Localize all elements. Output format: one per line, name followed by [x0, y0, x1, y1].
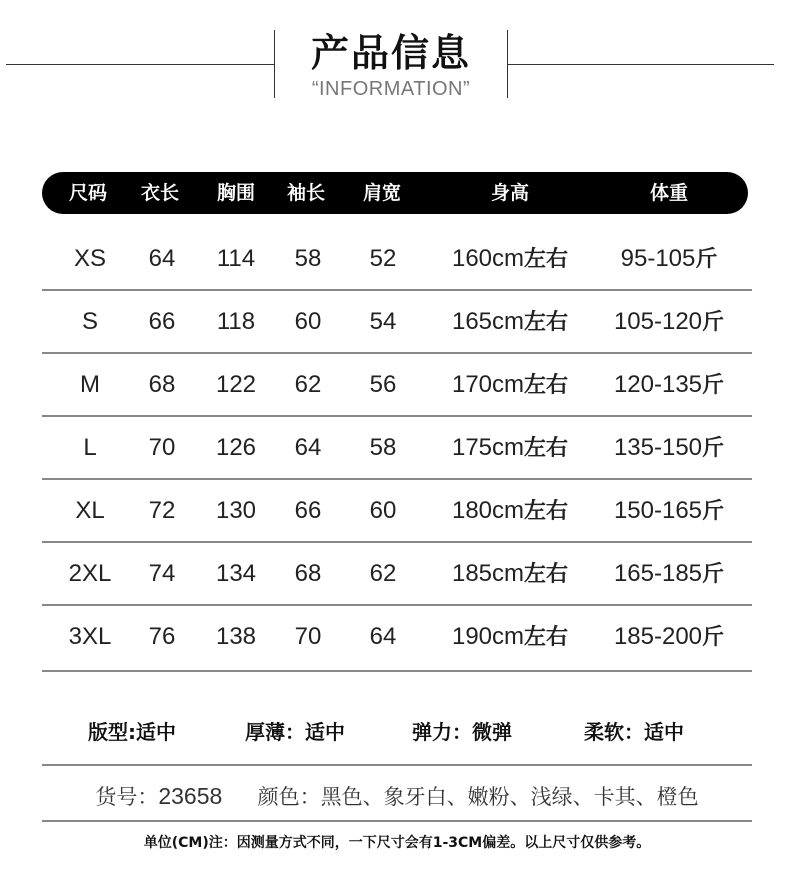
cell-sleeve: 62 — [294, 371, 322, 398]
cell-size: XS — [73, 245, 107, 272]
cell-weight-unit: 斤 — [702, 562, 725, 587]
row-divider — [42, 670, 752, 672]
cell-height — [452, 542, 568, 605]
cell-weight — [621, 227, 718, 290]
cell-shoulder: 62 — [369, 560, 397, 587]
cell-sleeve: 60 — [294, 308, 322, 335]
cell-size: 2XL — [68, 560, 112, 587]
cell-height-suffix: 左右 — [524, 247, 569, 272]
cell-size: S — [81, 308, 99, 335]
table-row — [42, 416, 752, 479]
cell-weight-value: 105-120 — [613, 308, 703, 335]
property-fit: 版型:适中 — [88, 720, 176, 744]
cell-weight-value: 95-105 — [620, 245, 696, 272]
cell-sleeve: 64 — [294, 434, 322, 461]
cell-weight-value: 135-150 — [613, 434, 703, 461]
cell-weight-unit: 斤 — [702, 436, 725, 461]
column-header-length: 衣长 — [140, 182, 180, 204]
column-header-shoulder: 肩宽 — [362, 182, 402, 204]
cell-length: 76 — [148, 623, 176, 650]
cell-height-suffix: 左右 — [524, 562, 569, 587]
cell-chest: 118 — [216, 308, 256, 335]
table-row — [42, 605, 752, 668]
section-divider — [42, 764, 752, 766]
property-softness: 柔软：适中 — [584, 720, 684, 744]
colors-label: 颜色： — [257, 785, 321, 809]
cell-sleeve: 70 — [294, 623, 322, 650]
cell-chest: 134 — [215, 560, 257, 587]
table-row — [42, 542, 752, 605]
cell-height — [452, 416, 568, 479]
cell-shoulder: 60 — [369, 497, 397, 524]
cell-height-suffix: 左右 — [524, 436, 569, 461]
cell-height-suffix: 左右 — [524, 499, 569, 524]
cell-weight-unit: 斤 — [702, 373, 725, 398]
cell-weight-value: 150-165 — [613, 497, 703, 524]
cell-shoulder: 54 — [369, 308, 397, 335]
property-thickness: 厚薄：适中 — [245, 720, 345, 744]
sku-color-line — [42, 776, 752, 816]
measurement-note: 单位(CM)注：因测量方式不同，一下尺寸会有1-3CM偏差。以上尺寸仅供参考。 — [143, 835, 651, 851]
cell-length: 74 — [148, 560, 176, 587]
sku-label: 货号： — [95, 785, 159, 809]
cell-size: XL — [75, 497, 105, 524]
cell-height-suffix: 左右 — [524, 310, 569, 335]
cell-weight-unit: 斤 — [702, 499, 725, 524]
cell-shoulder: 56 — [369, 371, 397, 398]
cell-height-value: 175cm — [451, 434, 525, 461]
cell-height — [452, 290, 568, 353]
cell-height — [452, 605, 568, 668]
cell-sleeve: 68 — [294, 560, 322, 587]
cell-weight-unit: 斤 — [702, 310, 725, 335]
column-header-size: 尺码 — [68, 182, 108, 204]
cell-weight-unit: 斤 — [695, 247, 718, 272]
cell-length: 66 — [148, 308, 176, 335]
cell-height — [452, 353, 568, 416]
cell-length: 72 — [148, 497, 176, 524]
column-header-sleeve: 袖长 — [286, 182, 326, 204]
cell-height — [452, 227, 568, 290]
page-subtitle: “INFORMATION” — [311, 78, 471, 100]
cell-length: 68 — [148, 371, 176, 398]
cell-weight — [614, 542, 724, 605]
cell-chest: 126 — [215, 434, 257, 461]
cell-chest: 114 — [216, 245, 256, 272]
cell-height-value: 160cm — [451, 245, 525, 272]
cell-size: 3XL — [68, 623, 112, 650]
column-header-weight: 体重 — [649, 182, 689, 204]
cell-weight-value: 120-135 — [613, 371, 703, 398]
table-row — [42, 353, 752, 416]
cell-height — [452, 479, 568, 542]
cell-length: 64 — [148, 245, 176, 272]
cell-weight — [614, 353, 724, 416]
title-left-rule — [6, 64, 274, 65]
cell-shoulder: 52 — [369, 245, 397, 272]
cell-height-value: 185cm — [451, 560, 525, 587]
section-divider — [42, 820, 752, 822]
cell-height-value: 180cm — [451, 497, 525, 524]
property-elasticity: 弹力：微弹 — [412, 720, 512, 744]
cell-weight — [614, 479, 724, 542]
cell-height-value: 190cm — [451, 623, 525, 650]
cell-weight-value: 185-200 — [613, 623, 703, 650]
title-right-rule — [507, 64, 774, 65]
cell-height-suffix: 左右 — [524, 625, 569, 650]
cell-weight-unit: 斤 — [702, 625, 725, 650]
cell-size: L — [83, 434, 97, 461]
table-row — [42, 227, 752, 290]
cell-size: M — [80, 371, 100, 398]
cell-sleeve: 66 — [294, 497, 322, 524]
sku-value: 23658 — [158, 783, 223, 809]
cell-chest: 138 — [215, 623, 257, 650]
table-row — [42, 479, 752, 542]
column-header-height: 身高 — [490, 182, 530, 204]
cell-weight-value: 165-185 — [613, 560, 703, 587]
page-title: 产品信息 — [310, 31, 471, 75]
cell-shoulder: 58 — [369, 434, 397, 461]
cell-chest: 122 — [215, 371, 257, 398]
cell-shoulder: 64 — [369, 623, 397, 650]
cell-weight — [614, 416, 724, 479]
cell-height-suffix: 左右 — [524, 373, 569, 398]
cell-weight — [614, 605, 724, 668]
table-row — [42, 290, 752, 353]
cell-length: 70 — [148, 434, 176, 461]
cell-height-value: 170cm — [451, 371, 525, 398]
cell-sleeve: 58 — [294, 245, 322, 272]
cell-chest: 130 — [215, 497, 257, 524]
cell-weight — [614, 290, 724, 353]
column-header-chest: 胸围 — [216, 182, 256, 204]
colors-value: 黑色、象牙白、嫩粉、浅绿、卡其、橙色 — [320, 785, 699, 809]
title-left-divider — [274, 30, 275, 98]
cell-height-value: 165cm — [451, 308, 525, 335]
size-table-header — [42, 172, 748, 214]
